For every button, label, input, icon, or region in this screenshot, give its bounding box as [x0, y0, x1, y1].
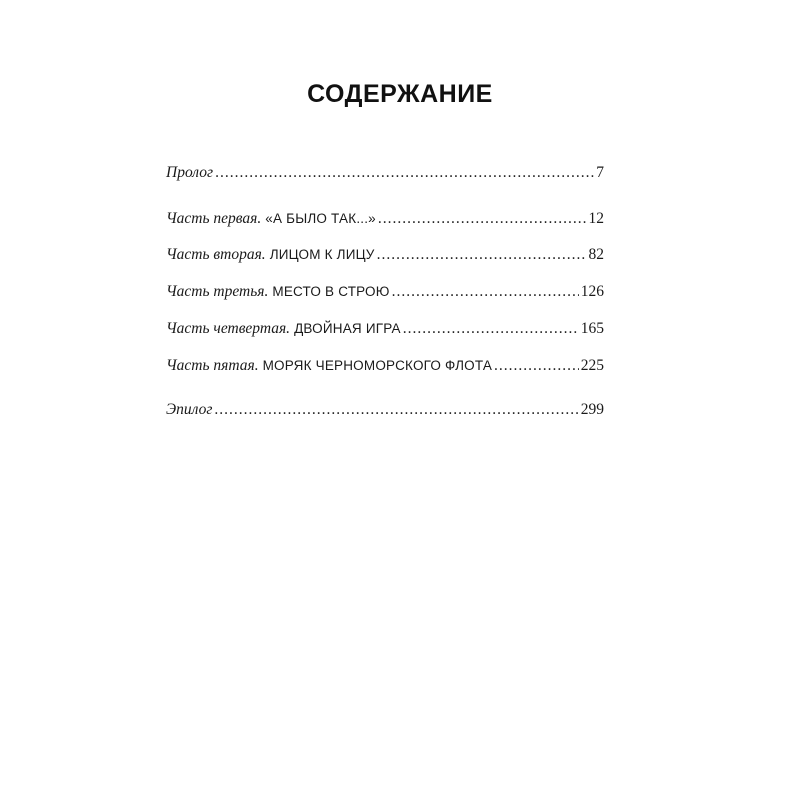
toc-entry-epilogue	[166, 398, 604, 422]
dot-leader	[403, 317, 579, 341]
toc-entry-heading	[166, 243, 375, 267]
toc-entry-label: Часть четвертая.	[166, 320, 291, 337]
toc-entry-heading	[166, 207, 376, 231]
dot-leader	[214, 398, 578, 422]
toc-entry-title: «А БЫЛО ТАК...»	[265, 211, 376, 226]
toc-entry-part-2	[166, 243, 604, 267]
toc-entry-label: Пролог	[166, 164, 214, 181]
toc-entry-page: 7	[596, 164, 604, 181]
toc-entry-title: ЛИЦОМ К ЛИЦУ	[269, 247, 375, 262]
toc-entry-part-4	[166, 317, 604, 341]
toc-entry-label: Часть первая.	[166, 210, 262, 227]
toc-entry-page: 12	[588, 210, 604, 227]
toc-entry-part-3	[166, 280, 604, 304]
toc-entry-label: Часть вторая.	[166, 246, 266, 263]
dot-leader	[392, 280, 579, 304]
toc-entry-page: 82	[588, 246, 604, 263]
toc-entry-heading	[166, 317, 401, 341]
toc-entry-page: 126	[580, 283, 604, 300]
toc-entry-part-5	[166, 354, 604, 378]
toc-entry-part-1	[166, 207, 604, 231]
toc-entry-label: Часть пятая.	[166, 357, 259, 374]
toc-entry-title: МОРЯК ЧЕРНОМОРСКОГО ФЛОТА	[262, 358, 493, 373]
toc-entry-page: 299	[580, 401, 604, 418]
dot-leader	[378, 207, 587, 231]
toc-entry-heading	[166, 280, 390, 304]
toc-entry-prologue	[166, 161, 604, 185]
table-of-contents	[166, 0, 604, 800]
toc-entry-title: ДВОЙНАЯ ИГРА	[294, 321, 401, 336]
toc-entry-heading	[166, 354, 492, 378]
dot-leader	[494, 354, 579, 378]
dot-leader	[377, 243, 587, 267]
page-title: СОДЕРЖАНИЕ	[307, 80, 493, 108]
dot-leader	[215, 161, 594, 185]
toc-entry-title: МЕСТО В СТРОЮ	[272, 284, 390, 299]
toc-entry-label: Часть третья.	[166, 283, 269, 300]
toc-entry-label: Эпилог	[166, 401, 213, 418]
toc-entry-page: 165	[580, 320, 604, 337]
toc-entry-page: 225	[580, 357, 604, 374]
